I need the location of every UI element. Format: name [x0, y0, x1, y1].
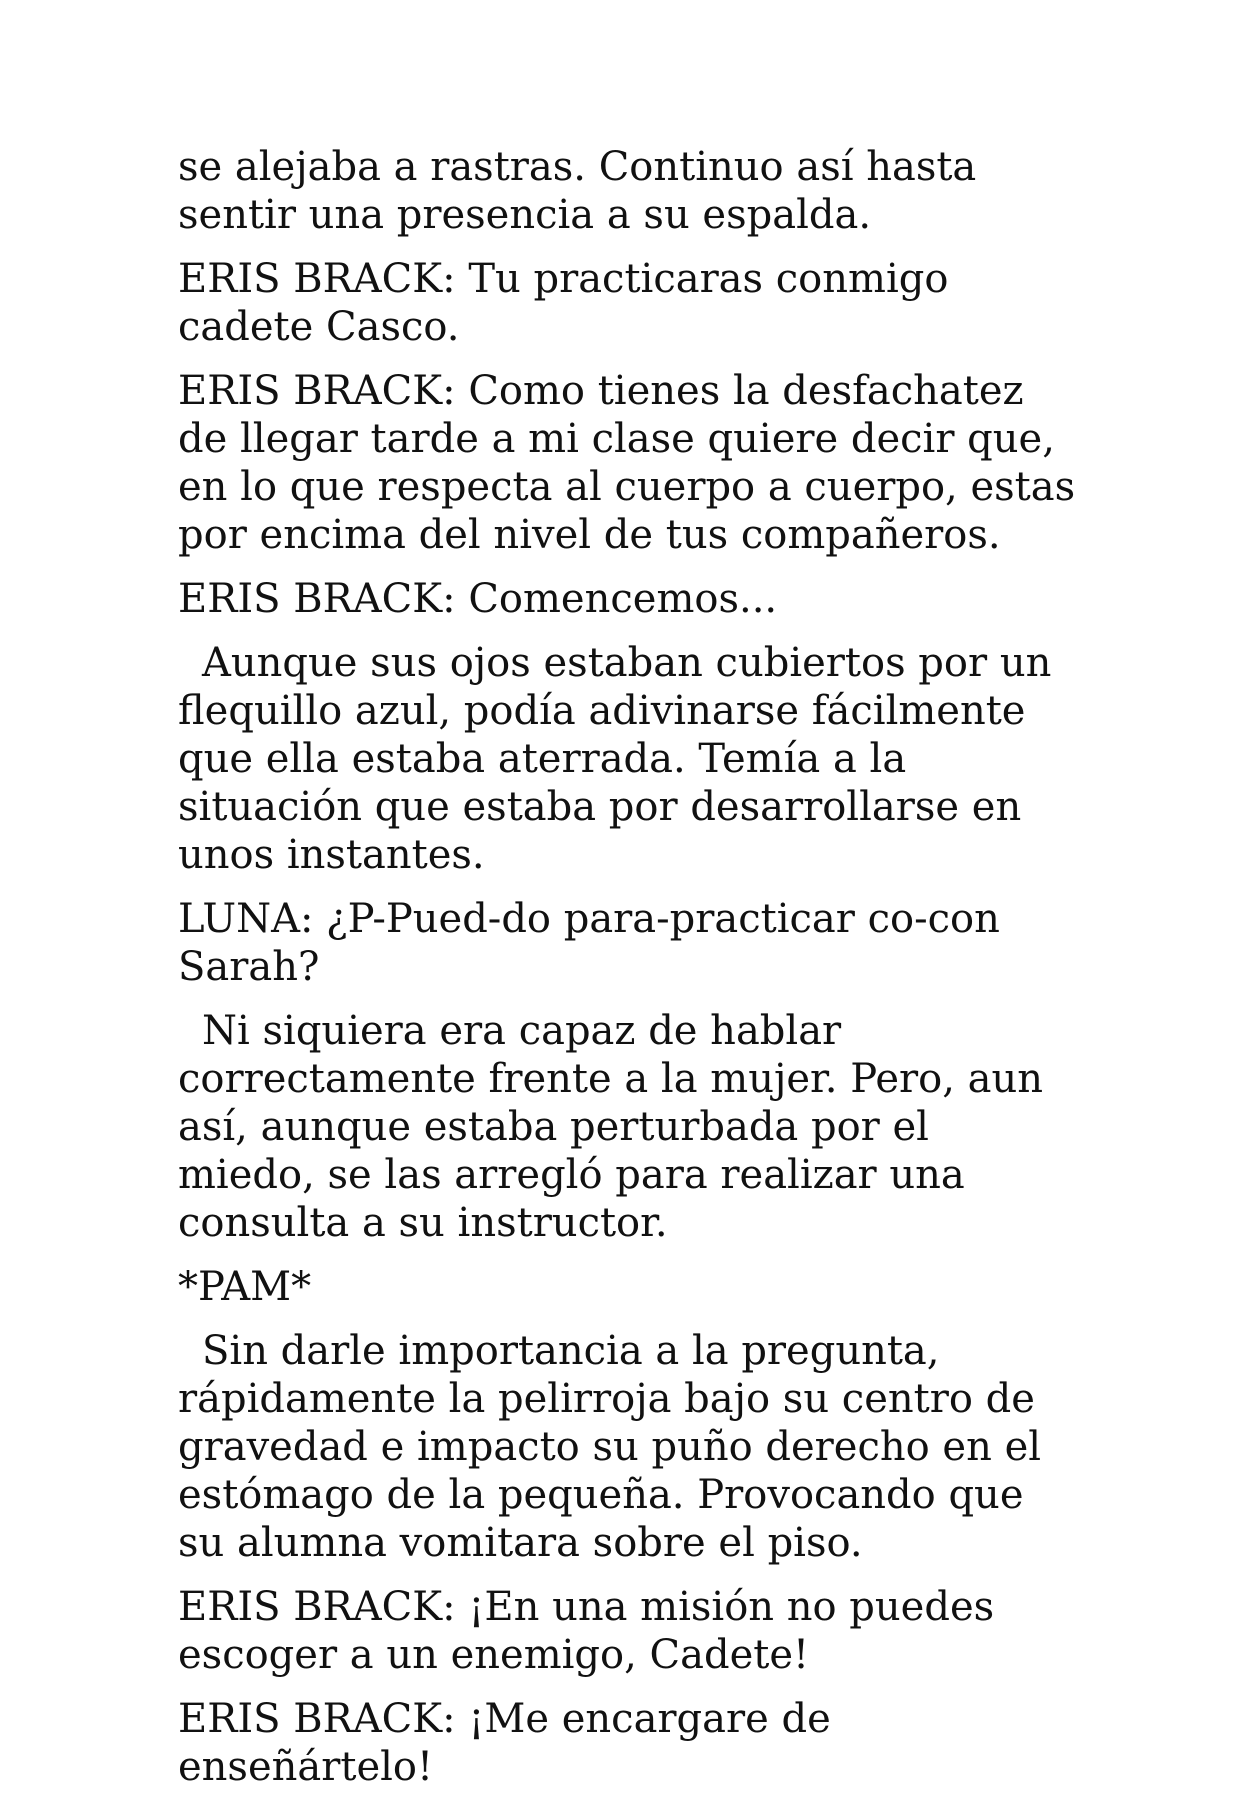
dialogue-line: ERIS BRACK: ¡En una misión no puedes escoger a un enemigo, Cadete!	[178, 1584, 995, 1678]
document-page	[178, 143, 1078, 1807]
dialogue-line: ERIS BRACK: Tu practicaras conmigo cadete Casco.	[178, 256, 949, 350]
dialogue-line: ERIS BRACK: Como tienes la desfachatez de llegar tarde a mi clase quiere decir que, en lo que respecta al cuerpo a cuerpo, estas por encima del nivel de tus compañeros.	[178, 368, 1076, 558]
paragraph: se alejaba a rastras. Continuo así hasta sentir una presencia a su espalda.	[178, 144, 977, 238]
dialogue-line: LUNA: ¿P-Pued-do para-practicar co-con Sarah?	[178, 896, 1000, 990]
paragraph: Aunque sus ojos estaban cubiertos por un flequillo azul, podía adivinarse fácilmente que ella estaba aterrada. Temía a la situación que estaba por desarrollarse en unos instantes.	[178, 640, 1052, 878]
paragraph: Ni siquiera era capaz de hablar correctamente frente a la mujer. Pero, aun así, aunque estaba perturbada por el miedo, se las arregló para realizar una consulta a su instructor.	[178, 1008, 1043, 1246]
paragraph: Sin darle importancia a la pregunta, rápidamente la pelirroja bajo su centro de gravedad e impacto su puño derecho en el estómago de la pequeña. Provocando que su alumna vomitara sobre el piso.	[178, 1328, 1042, 1566]
sound-effect: *PAM*	[178, 1264, 312, 1310]
dialogue-line: ERIS BRACK: ¡Me encargare de enseñártelo!	[178, 1696, 831, 1790]
dialogue-line: ERIS BRACK: Comencemos...	[178, 576, 778, 622]
